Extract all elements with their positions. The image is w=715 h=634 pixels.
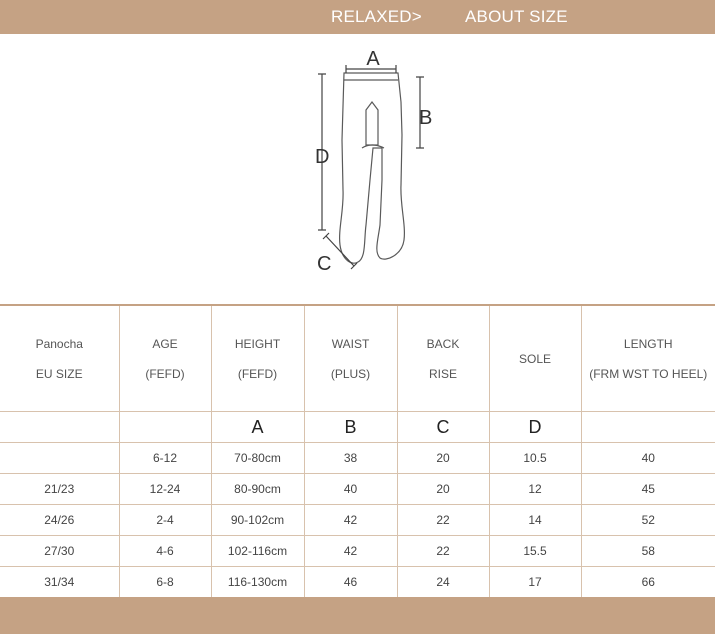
header-row	[0, 305, 715, 412]
relaxed-label: RELAXED>	[331, 7, 422, 26]
dimension-letter-row	[0, 412, 715, 443]
header-cell-height: HEIGHT (FEFD)	[211, 305, 304, 412]
about-size-label: ABOUT SIZE	[465, 7, 568, 26]
header-cell-waist: WAIST (PLUS)	[304, 305, 397, 412]
table-cell: 66	[581, 567, 715, 598]
table-cell: 12	[489, 474, 581, 505]
table-cell: 24	[397, 567, 489, 598]
label-a: A	[366, 48, 380, 70]
table-row	[0, 505, 715, 536]
letter-cell-b: B	[304, 412, 397, 443]
table-cell: 21/23	[0, 474, 119, 505]
table-row	[0, 474, 715, 505]
table-cell: 40	[581, 443, 715, 474]
table-cell: 22	[397, 536, 489, 567]
table-cell: 6-8	[119, 567, 211, 598]
table-cell: 20	[397, 443, 489, 474]
table-row	[0, 443, 715, 474]
letter-cell	[119, 412, 211, 443]
header-cell-back-rise: BACK RISE	[397, 305, 489, 412]
table-cell: 2-4	[119, 505, 211, 536]
header-cell-length: LENGTH (FRM WST TO HEEL)	[581, 305, 715, 412]
table-cell: 70-80cm	[211, 443, 304, 474]
size-chart-table	[0, 304, 715, 598]
table-cell: 80-90cm	[211, 474, 304, 505]
label-d: D	[315, 146, 330, 168]
table-cell: 17	[489, 567, 581, 598]
table-cell: 10.5	[489, 443, 581, 474]
table-cell: 38	[304, 443, 397, 474]
table-cell: 58	[581, 536, 715, 567]
table-cell: 31/34	[0, 567, 119, 598]
letter-cell	[581, 412, 715, 443]
table-row	[0, 536, 715, 567]
table-cell: 102-116cm	[211, 536, 304, 567]
letter-cell-c: C	[397, 412, 489, 443]
top-banner	[0, 0, 715, 34]
letter-cell-d: D	[489, 412, 581, 443]
table-cell: 90-102cm	[211, 505, 304, 536]
table-cell: 52	[581, 505, 715, 536]
table-cell: 22	[397, 505, 489, 536]
table-cell: 4-6	[119, 536, 211, 567]
table-cell: 42	[304, 505, 397, 536]
table-cell: 14	[489, 505, 581, 536]
table-cell: 40	[304, 474, 397, 505]
table-cell: 116-130cm	[211, 567, 304, 598]
gusset	[366, 102, 378, 145]
table-cell: 6-12	[119, 443, 211, 474]
tights-diagram	[300, 40, 440, 280]
table-cell: 15.5	[489, 536, 581, 567]
letter-cell	[0, 412, 119, 443]
letter-cell-a: A	[211, 412, 304, 443]
table-cell: 46	[304, 567, 397, 598]
label-b: B	[419, 107, 433, 129]
table-row	[0, 567, 715, 598]
table-cell: 42	[304, 536, 397, 567]
label-c: C	[317, 253, 332, 275]
table-cell: 20	[397, 474, 489, 505]
table-cell: 24/26	[0, 505, 119, 536]
table-cell	[0, 443, 119, 474]
table-cell: 45	[581, 474, 715, 505]
bottom-banner	[0, 597, 715, 634]
header-cell-eu-size: Panocha EU SIZE	[0, 305, 119, 412]
tights-illustration	[300, 40, 440, 280]
table-cell: 27/30	[0, 536, 119, 567]
table-cell: 12-24	[119, 474, 211, 505]
header-cell-age: AGE (FEFD)	[119, 305, 211, 412]
header-cell-sole: SOLE	[489, 305, 581, 412]
